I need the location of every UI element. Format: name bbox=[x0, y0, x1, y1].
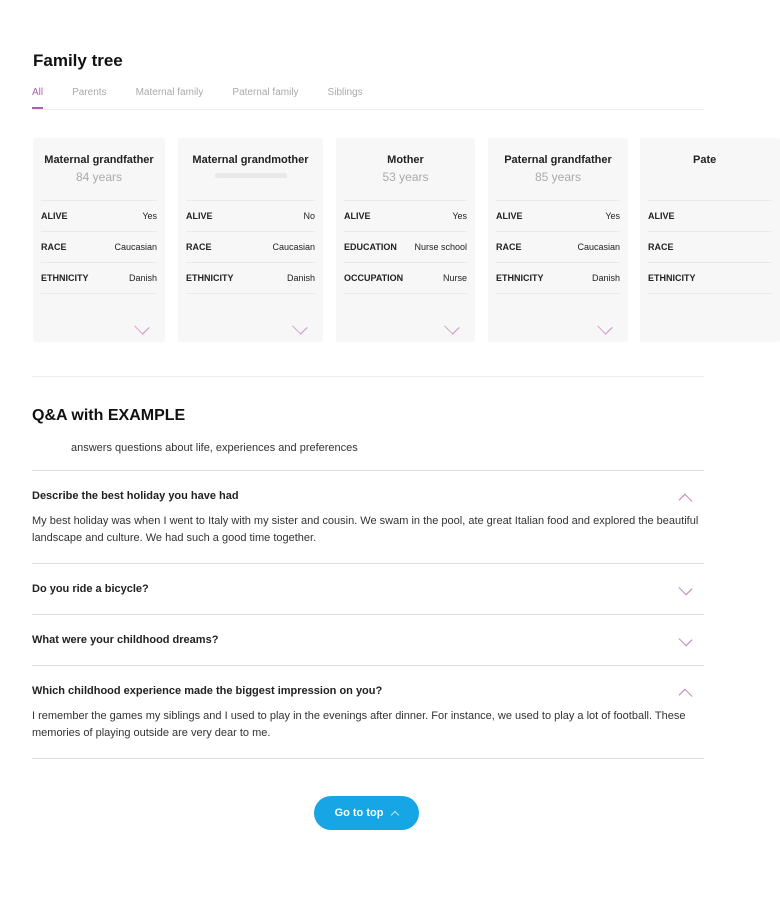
qa-item bbox=[32, 563, 704, 614]
qa-accordion bbox=[32, 470, 704, 759]
divider bbox=[32, 758, 704, 759]
attribute-row bbox=[648, 263, 772, 294]
qa-question[interactable]: What were your childhood dreams? bbox=[32, 634, 219, 646]
member-age: 84 years bbox=[75, 170, 123, 184]
attribute-value: No bbox=[303, 211, 315, 221]
age-placeholder bbox=[215, 173, 287, 178]
attribute-row bbox=[496, 232, 620, 263]
family-tabs bbox=[32, 87, 704, 110]
family-cards-carousel[interactable] bbox=[33, 138, 717, 343]
qa-title-name: EXAMPLE bbox=[107, 407, 186, 424]
qa-item bbox=[32, 665, 704, 758]
attribute-value: Yes bbox=[605, 211, 620, 221]
attribute-label: ALIVE bbox=[186, 211, 213, 221]
tab-parents[interactable]: Parents bbox=[72, 87, 107, 98]
qa-subtitle: answers questions about life, experiences and preferences bbox=[71, 442, 358, 454]
attribute-row bbox=[41, 232, 157, 263]
tab-siblings[interactable]: Siblings bbox=[327, 87, 363, 98]
attribute-value: Nurse school bbox=[414, 242, 467, 252]
attribute-row bbox=[344, 201, 467, 232]
member-name: Maternal grandfather bbox=[44, 154, 154, 166]
tab-maternal-family[interactable]: Maternal family bbox=[135, 87, 204, 98]
attribute-row bbox=[648, 232, 772, 263]
member-age bbox=[648, 170, 772, 184]
member-age: 53 years bbox=[382, 170, 429, 184]
attribute-label: RACE bbox=[648, 242, 674, 252]
attribute-value: Caucasian bbox=[577, 242, 620, 252]
attribute-value: Yes bbox=[452, 211, 467, 221]
qa-title-prefix: Q&A with bbox=[32, 407, 104, 424]
attribute-row bbox=[41, 263, 157, 294]
attribute-value: Danish bbox=[286, 273, 315, 283]
attribute-label: ETHNICITY bbox=[496, 273, 544, 283]
attribute-value: Yes bbox=[142, 211, 157, 221]
chevron-down-icon[interactable] bbox=[134, 319, 150, 335]
qa-answer: My best holiday was when I went to Italy with my sister and cousin. We swam in the pool, ate great Italian food and explored the beautiful landscape and culture. We had such a good time together. bbox=[32, 515, 699, 544]
member-name: Pate bbox=[693, 154, 717, 166]
member-name: Paternal grandfather bbox=[504, 154, 612, 166]
attribute-label: ETHNICITY bbox=[648, 273, 696, 283]
attribute-label: RACE bbox=[496, 242, 522, 252]
family-member-card[interactable] bbox=[488, 138, 628, 342]
chevron-up-icon bbox=[391, 811, 399, 819]
family-member-card[interactable] bbox=[336, 138, 475, 342]
family-member-card[interactable] bbox=[178, 138, 323, 342]
attribute-row bbox=[344, 263, 467, 294]
qa-question[interactable]: Describe the best holiday you have had bbox=[32, 490, 239, 502]
attribute-label: EDUCATION bbox=[344, 242, 397, 252]
attribute-label: ALIVE bbox=[648, 211, 675, 221]
qa-answer: I remember the games my siblings and I used to play in the evenings after dinner. For instance, we used to play a lot of football. These memories of playing outside are very dear to me. bbox=[32, 710, 686, 739]
attribute-row bbox=[186, 232, 315, 263]
attribute-row bbox=[648, 201, 772, 232]
attribute-row bbox=[186, 263, 315, 294]
attribute-label: ALIVE bbox=[41, 211, 68, 221]
attribute-value: Caucasian bbox=[272, 242, 315, 252]
tab-paternal-family[interactable]: Paternal family bbox=[232, 87, 299, 98]
member-age: 85 years bbox=[534, 170, 582, 184]
attribute-label: RACE bbox=[41, 242, 67, 252]
qa-item bbox=[32, 614, 704, 665]
attribute-row bbox=[496, 263, 620, 294]
chevron-down-icon[interactable] bbox=[597, 319, 613, 335]
attribute-label: RACE bbox=[186, 242, 212, 252]
family-member-card[interactable] bbox=[33, 138, 165, 342]
attribute-row bbox=[186, 201, 315, 232]
attribute-label: ETHNICITY bbox=[186, 273, 234, 283]
qa-title bbox=[32, 407, 185, 425]
qa-question[interactable]: Which childhood experience made the biggest impression on you? bbox=[32, 685, 383, 697]
chevron-down-icon[interactable] bbox=[292, 319, 308, 335]
family-member-card[interactable] bbox=[640, 138, 780, 342]
chevron-down-icon[interactable] bbox=[444, 319, 460, 335]
attribute-label: ALIVE bbox=[344, 211, 371, 221]
attribute-value: Danish bbox=[591, 273, 620, 283]
attribute-label: ETHNICITY bbox=[41, 273, 89, 283]
member-name: Mother bbox=[387, 154, 424, 166]
attribute-row bbox=[41, 201, 157, 232]
go-to-top-button[interactable] bbox=[314, 796, 419, 830]
divider bbox=[32, 376, 704, 377]
attribute-value: Caucasian bbox=[114, 242, 157, 252]
tab-all[interactable]: All bbox=[32, 87, 43, 109]
qa-item bbox=[32, 470, 704, 563]
qa-question[interactable]: Do you ride a bicycle? bbox=[32, 583, 149, 595]
attribute-value: Nurse bbox=[442, 273, 467, 283]
family-tree-title: Family tree bbox=[33, 51, 123, 70]
go-to-top-label: Go to top bbox=[334, 807, 384, 819]
attribute-label: OCCUPATION bbox=[344, 273, 404, 283]
member-name: Maternal grandmother bbox=[192, 154, 309, 166]
attribute-label: ALIVE bbox=[496, 211, 523, 221]
attribute-row bbox=[344, 232, 467, 263]
attribute-row bbox=[496, 201, 620, 232]
attribute-value: Danish bbox=[128, 273, 157, 283]
